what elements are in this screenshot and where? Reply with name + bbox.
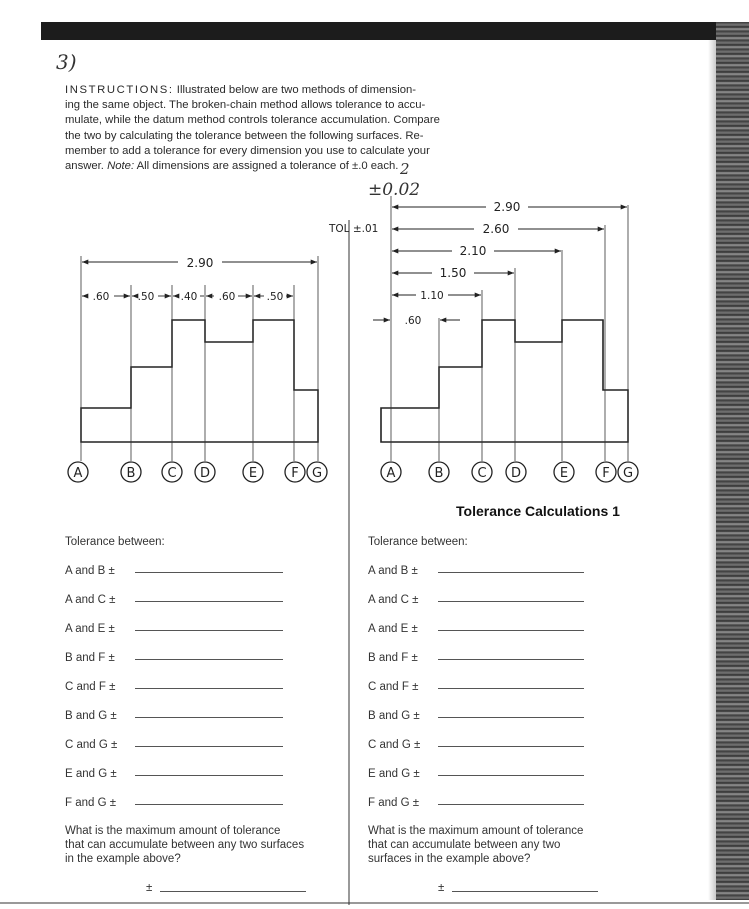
right-answer-blank[interactable] (438, 659, 584, 660)
right-row-label: C and F ± (368, 681, 419, 693)
left-answer-blank[interactable] (135, 775, 283, 776)
right-dim-1-10: 1.10 (420, 290, 444, 302)
right-max-tolerance-question: What is the maximum amount of tolerance that can accumulate between any two surfaces in the example above? (368, 825, 584, 865)
right-surface-labels (381, 462, 638, 482)
left-answer-blank[interactable] (135, 688, 283, 689)
right-row-label: A and C ± (368, 594, 419, 606)
right-label-g: G (622, 466, 634, 481)
left-answer-blank[interactable] (135, 572, 283, 573)
right-answer-blank[interactable] (438, 804, 584, 805)
left-answer-blank[interactable] (135, 659, 283, 660)
left-row-label: F and G ± (65, 797, 117, 809)
handwritten-tolerance: ±0.02 (368, 180, 421, 200)
section-heading: Tolerance Calculations 1 (456, 503, 620, 519)
problem-number: 3) (56, 50, 77, 74)
right-row-label: E and G ± (368, 768, 420, 780)
right-dim-2-60: 2.60 (482, 222, 510, 236)
left-answer-blank[interactable] (135, 601, 283, 602)
left-label-a: A (73, 466, 83, 481)
right-label-f: F (602, 466, 610, 481)
left-max-answer-prefix: ± (146, 882, 153, 894)
right-answer-blank[interactable] (438, 775, 584, 776)
left-row-label: C and G ± (65, 739, 118, 751)
right-extension-lines (391, 196, 628, 461)
left-answer-blank[interactable] (135, 804, 283, 805)
tolerance-label: TOL ±.01 (329, 223, 379, 235)
right-answer-blank[interactable] (438, 601, 584, 602)
right-label-e: E (559, 466, 569, 481)
right-row-label: A and E ± (368, 623, 418, 635)
left-row-label: A and E ± (65, 623, 115, 635)
left-chain-dim-2: .50 (137, 291, 155, 303)
left-answer-blank[interactable] (135, 630, 283, 631)
right-answer-blank[interactable] (438, 717, 584, 718)
right-label-b: B (434, 466, 444, 481)
left-surface-labels (68, 462, 327, 482)
note-label: Note: (107, 160, 135, 173)
left-chain-dim-3: .40 (180, 291, 198, 303)
left-label-e: E (248, 466, 258, 481)
right-max-answer-blank[interactable] (452, 891, 598, 892)
right-label-d: D (510, 466, 522, 481)
right-answer-blank[interactable] (438, 572, 584, 573)
left-overall-dimension: 2.90 (186, 256, 214, 270)
instructions: INSTRUCTIONS: Illustrated below are two methods of dimension- ing the same object. The broken-chain method allows tolerance to accu- mulate, while the datum method controls tolerance accumulation. Compare the two by calculating the tolerance between the following surfaces. Re- member to add a tolerance for every dimension you use to calculate your answer. Note: All dimensions are assigned a tolerance of ±.0 each. (65, 84, 440, 173)
left-row-label: A and C ± (65, 594, 116, 606)
right-dim-0-60: .60 (404, 315, 422, 327)
right-row-label: A and B ± (368, 565, 418, 577)
left-label-b: B (126, 466, 136, 481)
left-row-label: B and G ± (65, 710, 117, 722)
left-extension-lines (81, 256, 318, 461)
left-label-g: G (311, 466, 323, 481)
left-max-answer-blank[interactable] (160, 891, 306, 892)
left-label-c: C (167, 466, 177, 481)
right-drawing (381, 320, 628, 442)
left-answer-blank[interactable] (135, 717, 283, 718)
left-row-label: A and B ± (65, 565, 115, 577)
right-answer-blank[interactable] (438, 746, 584, 747)
right-dim-2-10: 2.10 (459, 244, 487, 258)
right-dim-1-50: 1.50 (439, 266, 467, 280)
left-label-d: D (199, 466, 211, 481)
left-answer-blank[interactable] (135, 746, 283, 747)
right-row-label: C and G ± (368, 739, 421, 751)
left-drawing (81, 320, 318, 442)
left-row-label: C and F ± (65, 681, 116, 693)
left-profile (81, 320, 318, 442)
instructions-lead: INSTRUCTIONS: (65, 84, 174, 96)
left-max-tolerance-question: What is the maximum amount of tolerance that can accumulate between any two surfaces in the example above? (65, 825, 305, 865)
right-profile (381, 320, 628, 442)
right-row-label: B and G ± (368, 710, 420, 722)
right-answer-blank[interactable] (438, 630, 584, 631)
left-row-label: E and G ± (65, 768, 117, 780)
right-label-c: C (477, 466, 487, 481)
right-row-label: B and F ± (368, 652, 418, 664)
right-dim-2-90: 2.90 (493, 200, 521, 214)
left-chain-dim-4: .60 (218, 291, 236, 303)
right-max-answer-prefix: ± (438, 882, 445, 894)
right-row-label: F and G ± (368, 797, 420, 809)
right-tolerance-title: Tolerance between: (368, 536, 468, 548)
left-label-f: F (291, 466, 299, 481)
handwritten-two: 2 (400, 160, 410, 178)
right-answer-blank[interactable] (438, 688, 584, 689)
left-row-label: B and F ± (65, 652, 115, 664)
left-chain-dim-1: .60 (92, 291, 110, 303)
right-label-a: A (386, 466, 396, 481)
left-tolerance-title: Tolerance between: (65, 536, 165, 548)
left-chain-dim-5: .50 (266, 291, 284, 303)
